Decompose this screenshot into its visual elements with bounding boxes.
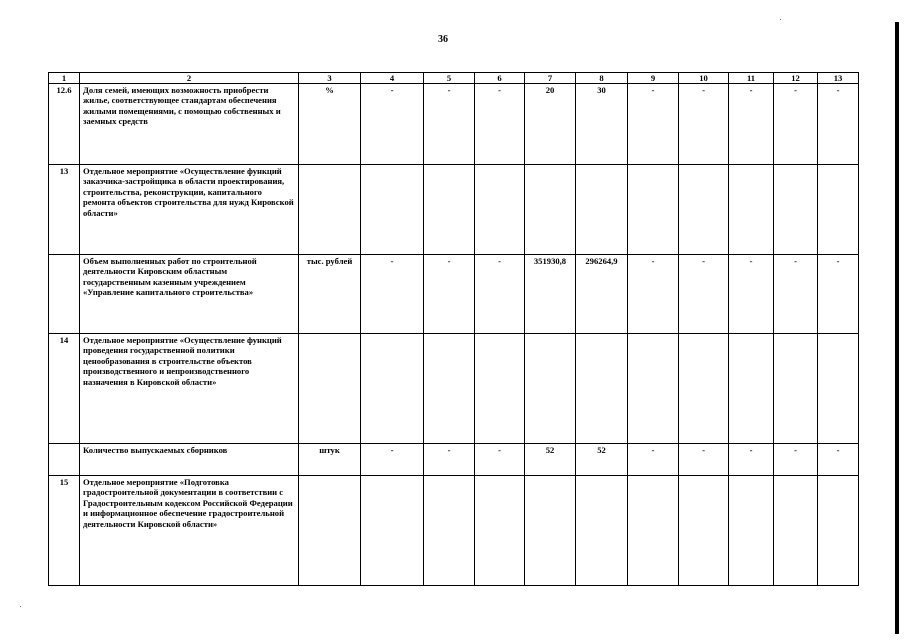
row-value	[525, 165, 576, 255]
row-value: 351930,8	[525, 255, 576, 334]
row-value: -	[818, 255, 859, 334]
row-value	[576, 165, 628, 255]
row-value: -	[424, 444, 475, 476]
row-description: Количество выпускаемых сборников	[80, 444, 299, 476]
indicator-table	[48, 72, 859, 586]
row-value	[424, 165, 475, 255]
row-value	[424, 334, 475, 444]
column-header: 7	[525, 73, 576, 84]
row-value	[628, 165, 679, 255]
table-row	[49, 444, 859, 476]
row-value: -	[774, 84, 818, 165]
column-header: 4	[361, 73, 424, 84]
row-value: -	[628, 444, 679, 476]
row-unit: штук	[299, 444, 361, 476]
table-row	[49, 476, 859, 586]
row-value	[679, 165, 729, 255]
row-description: Отдельное мероприятие «Осуществление функций заказчика-застройщика в области проектирования, строительства, реконструкции, капитального ремонта объектов строительства для нужд Кировской области»	[80, 165, 299, 255]
row-value: -	[628, 84, 679, 165]
row-value	[361, 334, 424, 444]
row-value	[729, 476, 774, 586]
row-description: Отдельное мероприятие «Осуществление функций проведения государственной политики ценообразования в строительстве объектов производственного и непроизводственного назначения в Кировской области»	[80, 334, 299, 444]
row-unit	[299, 165, 361, 255]
row-unit: тыс. рублей	[299, 255, 361, 334]
row-unit	[299, 334, 361, 444]
row-value	[475, 165, 525, 255]
row-unit: %	[299, 84, 361, 165]
row-number: 15	[49, 476, 80, 586]
row-value	[679, 476, 729, 586]
row-value	[729, 165, 774, 255]
row-value: -	[679, 444, 729, 476]
column-header: 2	[80, 73, 299, 84]
row-value	[818, 476, 859, 586]
page-number: 36	[438, 34, 448, 45]
row-value: -	[628, 255, 679, 334]
row-value: 20	[525, 84, 576, 165]
row-value: -	[424, 255, 475, 334]
row-value: 52	[525, 444, 576, 476]
row-value: -	[818, 84, 859, 165]
table-header	[49, 73, 859, 84]
row-value	[424, 476, 475, 586]
row-value: -	[361, 255, 424, 334]
row-number: 12.6	[49, 84, 80, 165]
row-description: Объем выполненных работ по строительной деятельности Кировским областным государственным казенным учреждением «Управление капитального строительства»	[80, 255, 299, 334]
row-value: -	[729, 255, 774, 334]
row-value	[361, 476, 424, 586]
row-value: -	[475, 444, 525, 476]
column-header: 10	[679, 73, 729, 84]
column-header: 5	[424, 73, 475, 84]
table-row	[49, 334, 859, 444]
row-value: -	[818, 444, 859, 476]
row-value	[628, 334, 679, 444]
scan-speck	[780, 19, 781, 20]
row-number	[49, 444, 80, 476]
row-value	[679, 334, 729, 444]
row-value	[818, 334, 859, 444]
row-value	[774, 476, 818, 586]
row-number: 13	[49, 165, 80, 255]
row-value: -	[361, 444, 424, 476]
column-header: 9	[628, 73, 679, 84]
row-value	[818, 165, 859, 255]
column-header: 11	[729, 73, 774, 84]
row-value	[628, 476, 679, 586]
column-header: 6	[475, 73, 525, 84]
row-value: -	[774, 444, 818, 476]
row-value	[475, 334, 525, 444]
table-row	[49, 255, 859, 334]
row-value: 30	[576, 84, 628, 165]
column-header: 12	[774, 73, 818, 84]
row-value	[576, 334, 628, 444]
column-header: 13	[818, 73, 859, 84]
row-value: -	[679, 84, 729, 165]
row-value	[525, 334, 576, 444]
row-value	[475, 476, 525, 586]
scan-speck	[20, 606, 21, 607]
table-body	[49, 84, 859, 586]
table-row	[49, 84, 859, 165]
row-value: -	[679, 255, 729, 334]
header-row	[49, 73, 859, 84]
row-value: -	[361, 84, 424, 165]
row-value: -	[475, 84, 525, 165]
row-value	[729, 334, 774, 444]
column-header: 1	[49, 73, 80, 84]
row-value	[525, 476, 576, 586]
row-value: 296264,9	[576, 255, 628, 334]
row-value	[774, 165, 818, 255]
row-value	[361, 165, 424, 255]
row-value: 52	[576, 444, 628, 476]
row-number	[49, 255, 80, 334]
row-value	[774, 334, 818, 444]
column-header: 3	[299, 73, 361, 84]
row-value: -	[774, 255, 818, 334]
column-header: 8	[576, 73, 628, 84]
page-edge-bar	[895, 22, 899, 634]
row-description: Отдельное мероприятие «Подготовка градостроительной документации в соответствии с Градостроительным кодексом Российской Федерации и информационное обеспечение градостроительной деятельности Кировской области»	[80, 476, 299, 586]
row-value: -	[475, 255, 525, 334]
row-value: -	[729, 444, 774, 476]
row-value: -	[729, 84, 774, 165]
table-row	[49, 165, 859, 255]
row-description: Доля семей, имеющих возможность приобрести жилье, соответствующее стандартам обеспечения жилыми помещениями, с помощью собственных и заемных средств	[80, 84, 299, 165]
row-unit	[299, 476, 361, 586]
row-number: 14	[49, 334, 80, 444]
row-value: -	[424, 84, 475, 165]
row-value	[576, 476, 628, 586]
